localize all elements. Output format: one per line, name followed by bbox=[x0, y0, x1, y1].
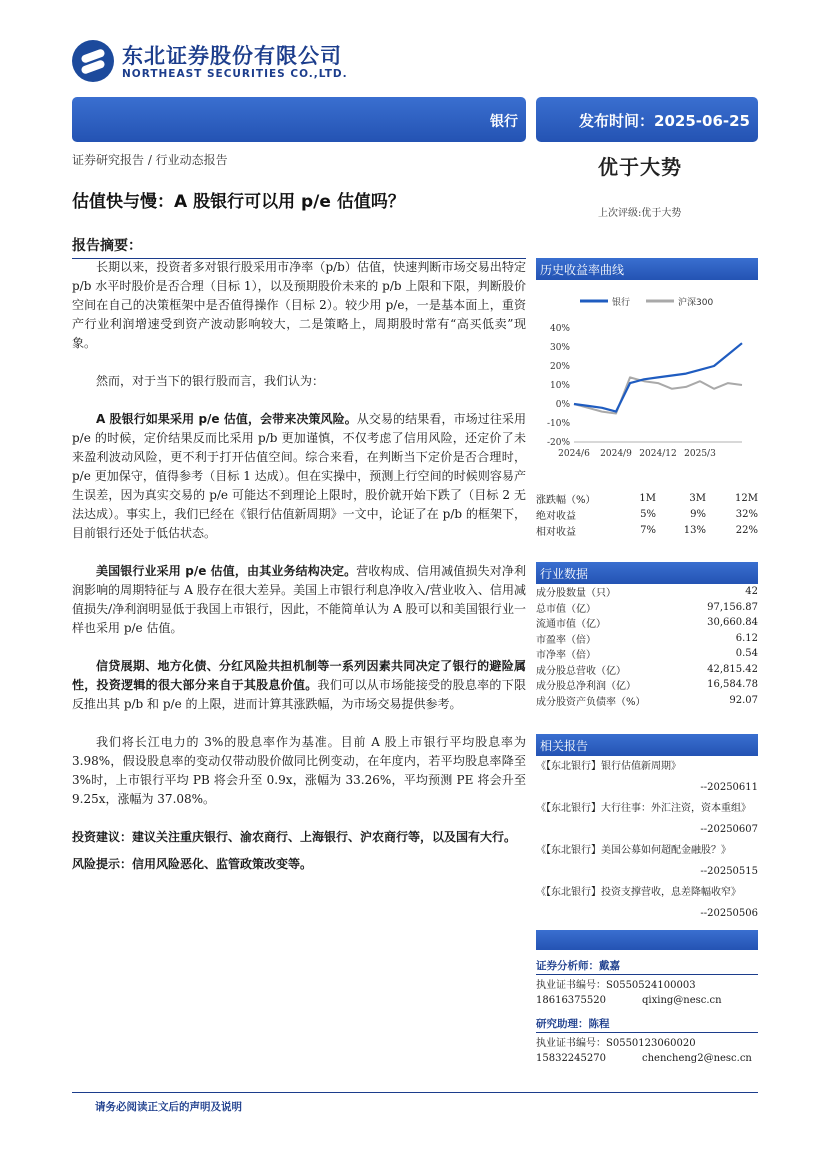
industry-row bbox=[536, 615, 758, 631]
related-report-date: --20250506 bbox=[700, 908, 758, 919]
assistant-name: 研究助理：陈程 bbox=[536, 1016, 758, 1033]
x-tick-label: 2024/9 bbox=[600, 449, 632, 459]
summary-paragraph: 然而，对于当下的银行股而言，我们认为： bbox=[96, 374, 325, 388]
industry-label: 成分股数量（只） bbox=[536, 588, 616, 600]
assistant-contact bbox=[536, 1051, 758, 1066]
related-report-link[interactable]: 《【东北银行】大行往事：外汇注资，资本重组》 bbox=[536, 803, 751, 814]
industry-value: 16,584.78 bbox=[707, 679, 758, 691]
performance-cell: 7% bbox=[640, 524, 656, 536]
industry-value: 97,156.87 bbox=[707, 601, 758, 613]
performance-table bbox=[536, 490, 758, 538]
return-chart bbox=[536, 280, 758, 480]
previous-rating: 上次评级:优于大势 bbox=[598, 208, 682, 219]
report-title: 估值快与慢：A 股银行可以用 p/e 估值吗？ bbox=[72, 192, 405, 212]
industry-label: 银行 bbox=[490, 114, 518, 130]
related-report-link[interactable]: 《【东北银行】投资支撑营收，息差降幅收窄》 bbox=[536, 887, 741, 898]
y-tick-label: 20% bbox=[549, 362, 570, 372]
summary-bold: 信贷展期、地方化债、分红风险共担机制等一系列因素共同决定了银行的避险属性，投资逻辑的很大部分来自于其股息价值。 bbox=[72, 659, 526, 692]
summary-body bbox=[72, 258, 526, 882]
risk-warning: 风险提示：信用风险恶化、监管政策改变等。 bbox=[72, 857, 313, 871]
summary-heading: 报告摘要： bbox=[72, 235, 526, 259]
related-report-date: --20250611 bbox=[700, 782, 758, 793]
industry-label: 流通市值（亿） bbox=[536, 619, 606, 631]
summary-paragraph: 长期以来，投资者多对银行股采用市净率（p/b）估值，快速判断市场交易出特定 p/b 水平时股价是否合理（目标 1），以及预期股价未来的 p/b 上限和下限，判断股价空间在自己的决策框架中是否值得操作（目标 2）。较少用 p/e，一是基本面上，重资产行业利润增速受到资产波动影响较大，二是策略上，周期股时常有“高买低卖”现象。 bbox=[72, 260, 526, 350]
industry-data-title: 行业数据 bbox=[536, 562, 758, 584]
analyst-email[interactable]: qixing@nesc.cn bbox=[642, 995, 722, 1006]
y-tick-label: 30% bbox=[549, 343, 570, 353]
x-tick-label: 2025/3 bbox=[684, 449, 716, 459]
industry-label: 成分股总营收（亿） bbox=[536, 665, 626, 677]
industry-row bbox=[536, 646, 758, 662]
related-reports-list bbox=[536, 756, 758, 924]
performance-cell: 12M bbox=[735, 492, 758, 504]
performance-cell: 1M bbox=[639, 492, 656, 504]
related-report-date: --20250515 bbox=[700, 866, 758, 877]
chart-section-title: 历史收益率曲线 bbox=[536, 258, 758, 280]
analyst-license: 执业证书编号：S0550524100003 bbox=[536, 980, 696, 991]
assistant-email[interactable]: chencheng2@nesc.cn bbox=[642, 1053, 752, 1064]
company-name-en: NORTHEAST SECURITIES CO.,LTD. bbox=[122, 68, 348, 80]
summary-bold: A 股银行如果采用 p/e 估值，会带来决策风险。 bbox=[96, 412, 357, 426]
assistant-license: 执业证书编号：S0550123060020 bbox=[536, 1038, 696, 1049]
industry-label: 市净率（倍） bbox=[536, 650, 596, 662]
analyst-contact bbox=[536, 993, 758, 1008]
performance-cell: 9% bbox=[690, 508, 706, 520]
summary-paragraph bbox=[72, 410, 526, 543]
industry-row bbox=[536, 662, 758, 678]
performance-cell: 13% bbox=[683, 524, 706, 536]
current-rating: 优于大势 bbox=[598, 155, 682, 179]
related-reports-title: 相关报告 bbox=[536, 734, 758, 756]
summary-bold: 美国银行业采用 p/e 估值，由其业务结构决定。 bbox=[96, 564, 357, 578]
y-tick-label: 10% bbox=[549, 381, 570, 391]
summary-text: 从交易的结果看，市场过往采用 p/e 的时候，定价结果反而比采用 p/b 更加谨慎，不仅考虑了信用风险，还定价了未来盈利波动风险，更不利于打开估值空间。综合来看，在判断当下定价是否合理时，p/e 更加保守，值得参考（目标 1 达成）。但在实操中，预测上行空间的时候则容易产生误差，因为真实交易的 p/e 可能达不到理论上限时，股价就开始下跌了（目标 2 无法达成）。事实上，我们已经在《银行估值新周期》一文中，论证了在 p/b 的框架下，目前银行还处于低估状态。 bbox=[72, 412, 526, 540]
publish-bar bbox=[536, 97, 758, 142]
industry-row bbox=[536, 677, 758, 693]
performance-cell: 相对收益 bbox=[536, 526, 576, 538]
legend-label: 银行 bbox=[612, 298, 631, 308]
summary-text: 营收构成、信用减值损失对净利润影响的周期特征与 A 股存在很大差异。美国上市银行利息净收入/营业收入、信用减值损失/净利润明显低于我国上市银行，因此，不能简单认为 A 股可以和美国银行业一样也采用 p/e 估值。 bbox=[72, 564, 526, 635]
y-tick-label: 0% bbox=[555, 400, 570, 410]
industry-value: 42,815.42 bbox=[707, 663, 758, 675]
y-tick-label: -20% bbox=[546, 438, 570, 448]
industry-label: 成分股资产负债率（%） bbox=[536, 696, 646, 708]
summary-paragraph bbox=[72, 562, 526, 638]
investment-advice: 投资建议：建议关注重庆银行、渝农商行、上海银行、沪农商行等，以及国有大行。 bbox=[72, 830, 517, 844]
industry-label: 总市值（亿） bbox=[536, 603, 596, 615]
company-emblem-icon bbox=[72, 40, 114, 82]
industry-label: 成分股总净利润（亿） bbox=[536, 681, 636, 693]
related-report-date: --20250607 bbox=[700, 824, 758, 835]
publish-time: 发布时间：2025-06-25 bbox=[579, 112, 750, 130]
industry-label: 市盈率（倍） bbox=[536, 634, 596, 646]
industry-value: 92.07 bbox=[729, 694, 758, 706]
y-tick-label: 40% bbox=[549, 324, 570, 334]
return-chart-svg bbox=[536, 280, 758, 480]
footer-disclaimer: 请务必阅读正文后的声明及说明 bbox=[95, 1101, 242, 1113]
summary-paragraph: 我们将长江电力的 3%的股息率作为基准。目前 A 股上市银行平均股息率为 3.98%，假设股息率的变动仅带动股价做同比例变动，在年度内，若平均股息率降至 3%时，上市银行平均 PB 将会升至 0.9x，涨幅为 33.26%，平均预测 PE 将会升至 9.25x，涨幅为 37.08%。 bbox=[72, 735, 526, 806]
analyst-name: 证券分析师：戴嘉 bbox=[536, 958, 758, 975]
series-line bbox=[574, 343, 742, 411]
x-tick-label: 2024/6 bbox=[558, 449, 590, 459]
footer-divider bbox=[72, 1092, 758, 1093]
performance-cell: 涨跌幅（%） bbox=[536, 494, 596, 506]
industry-value: 42 bbox=[745, 586, 758, 598]
assistant-phone: 15832245270 bbox=[536, 1053, 606, 1064]
y-tick-label: -10% bbox=[546, 419, 570, 429]
performance-row bbox=[536, 506, 758, 522]
analyst-bar bbox=[536, 930, 758, 950]
x-tick-label: 2024/12 bbox=[639, 449, 677, 459]
summary-paragraph bbox=[72, 657, 526, 714]
performance-cell: 绝对收益 bbox=[536, 510, 576, 522]
assistant-block bbox=[536, 1016, 758, 1066]
performance-cell: 32% bbox=[735, 508, 758, 520]
summary-text: 我们可以从市场能接受的股息率的下限反推出其 p/b 和 p/e 的上限，进而计算其涨跌幅，为市场交易提供参考。 bbox=[72, 678, 526, 711]
analyst-phone: 18616375520 bbox=[536, 995, 606, 1006]
related-report-link[interactable]: 《【东北银行】银行估值新周期》 bbox=[536, 761, 681, 772]
industry-row bbox=[536, 693, 758, 709]
performance-row bbox=[536, 522, 758, 538]
industry-value: 30,660.84 bbox=[707, 617, 758, 629]
industry-row bbox=[536, 600, 758, 616]
industry-row bbox=[536, 584, 758, 600]
industry-value: 6.12 bbox=[735, 632, 758, 644]
performance-header bbox=[536, 490, 758, 506]
performance-cell: 5% bbox=[640, 508, 656, 520]
analyst-block bbox=[536, 958, 758, 1008]
industry-bar bbox=[72, 97, 526, 142]
industry-row bbox=[536, 631, 758, 647]
performance-cell: 22% bbox=[735, 524, 758, 536]
legend-label: 沪深300 bbox=[678, 298, 714, 308]
breadcrumb: 证券研究报告 / 行业动态报告 bbox=[72, 153, 228, 167]
industry-value: 0.54 bbox=[735, 648, 758, 660]
related-report-link[interactable]: 《【东北银行】美国公募如何超配金融股？》 bbox=[536, 845, 731, 856]
performance-cell: 3M bbox=[689, 492, 706, 504]
industry-data-table bbox=[536, 584, 758, 708]
company-name-cn: 东北证券股份有限公司 bbox=[122, 44, 342, 68]
company-logo bbox=[72, 38, 372, 84]
